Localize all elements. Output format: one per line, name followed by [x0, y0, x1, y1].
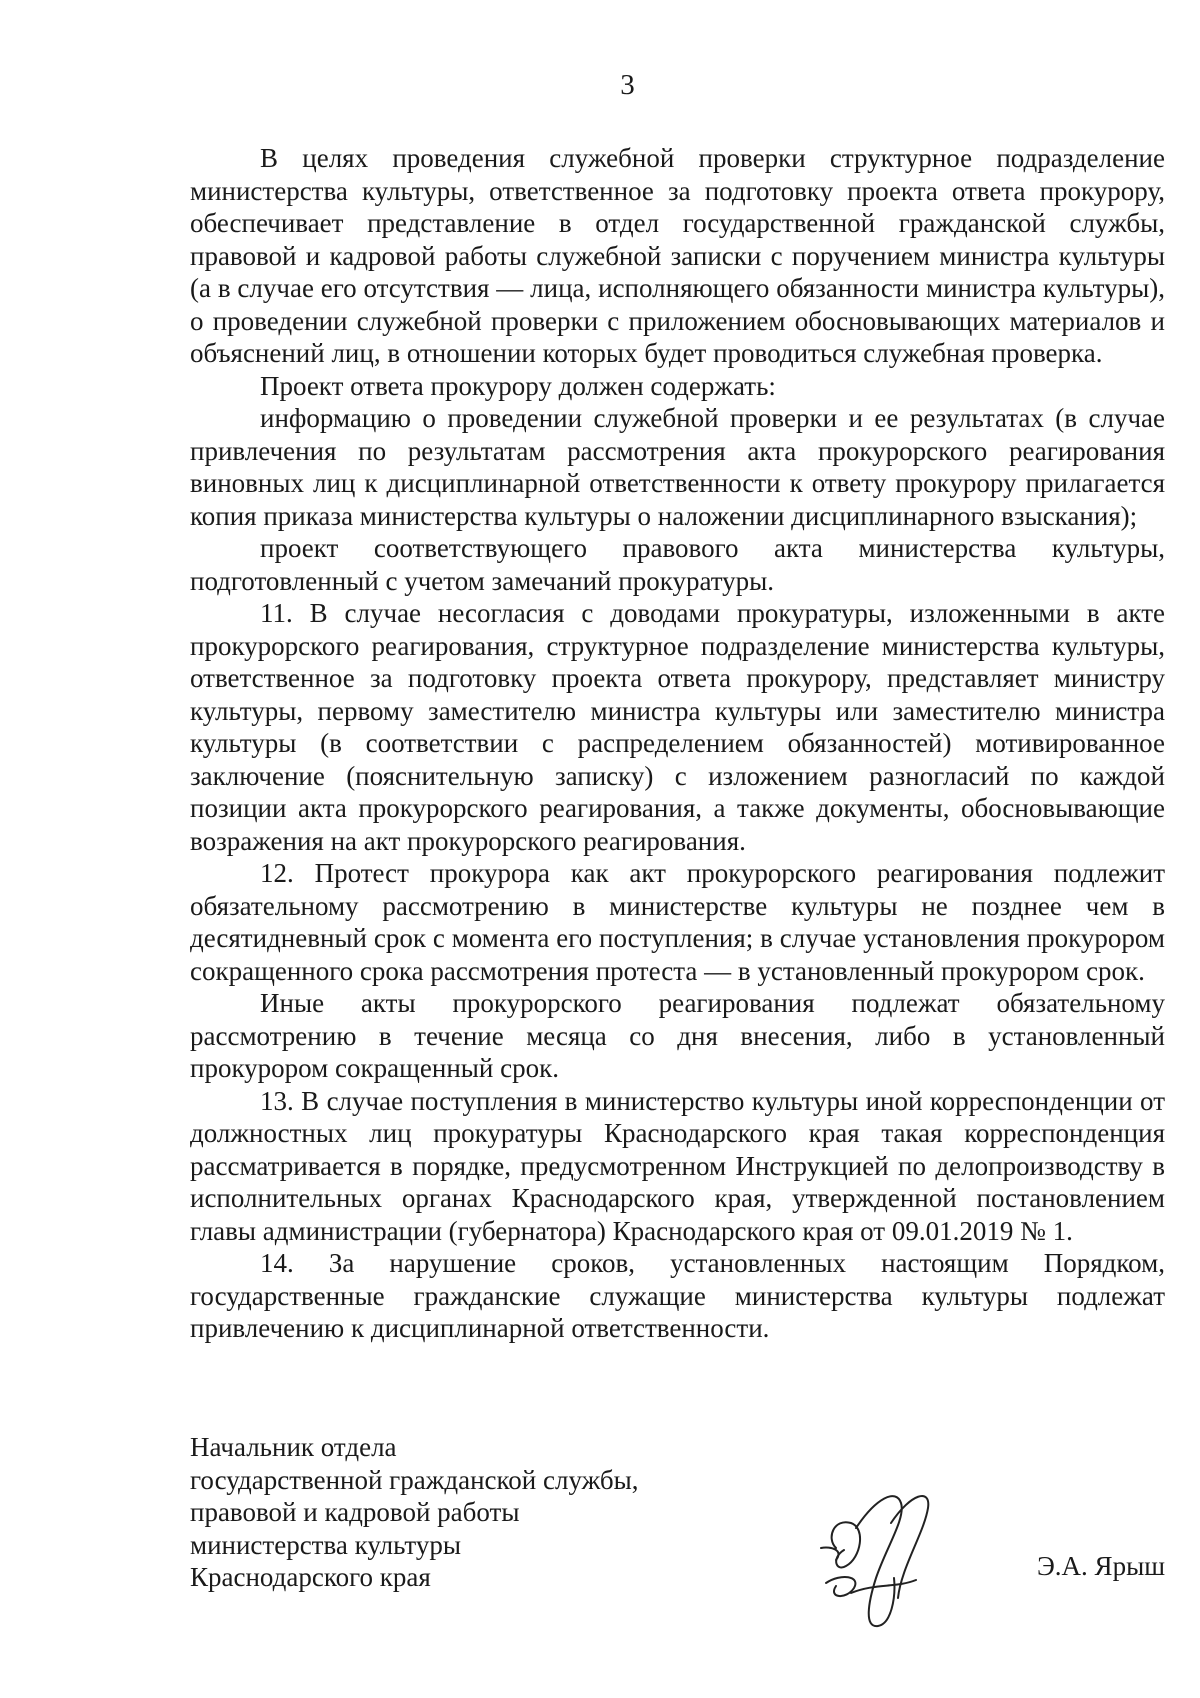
- paragraph: проект соответствующего правового акта министерства культуры, подготовленный с учетом замечаний прокуратуры.: [190, 533, 1165, 596]
- paragraph: Иные акты прокурорского реагирования подлежат обязательному рассмотрению в течение месяца со дня внесения, либо в установленный прокурором сокращенный срок.: [190, 988, 1165, 1083]
- paragraph-item-13: 13. В случае поступления в министерство культуры иной корреспонденции от должностных лиц прокуратуры Краснодарского края такая корреспонденция рассматривается в порядке, предусмотренном Инструкцией по делопроизводству в исполнительных органах Краснодарского края, утвержденной постановлением главы администрации (губернатора) Краснодарского края от 09.01.2019 № 1.: [190, 1085, 1165, 1246]
- paragraph: Проект ответа прокурору должен содержать:: [260, 370, 776, 401]
- paragraph-item-14: 14. За нарушение сроков, установленных настоящим Порядком, государственные гражданские служащие министерства культуры подлежат привлечению к дисциплинарной ответственности.: [190, 1248, 1165, 1343]
- paragraph-item-12: 12. Протест прокурора как акт прокурорского реагирования подлежит обязательному рассмотрению в министерстве культуры не позднее чем в десятидневный срок с момента его поступления; в случае установления прокурором сокращенного срока рассмотрения протеста — в установленный прокурором срок.: [190, 858, 1165, 986]
- position-line: государственной гражданской службы,: [190, 1464, 639, 1495]
- paragraph: информацию о проведении служебной проверки и ее результатах (в случае привлечения по результатам рассмотрения акта прокурорского реагирования виновных лиц к дисциплинарной ответственности к ответу прокурору прилагается копия приказа министерства культуры о наложении дисциплинарного взыскания);: [190, 403, 1165, 531]
- handwritten-signature: [806, 1488, 956, 1638]
- signatory-position: [190, 1431, 1165, 1594]
- position-line: Начальник отдела: [190, 1432, 397, 1462]
- signatory-name: Э.А. Ярыш: [1036, 1551, 1165, 1581]
- page-number: 3: [620, 69, 635, 101]
- position-line: министерства культуры: [190, 1529, 462, 1560]
- paragraph-item-11: 11. В случае несогласия с доводами прокуратуры, изложенными в акте прокурорского реагирования, структурное подразделение министерства культуры, ответственное за подготовку проекта ответа прокурору, представляет министру культуры, первому заместителю министра культуры или заместителю министра культуры (в соответствии с распределением обязанностей) мотивированное заключение (пояснительную записку) с изложением разногласий по каждой позиции акта прокурорского реагирования, а также документы, обосновывающие возражения на акт прокурорского реагирования.: [190, 598, 1165, 856]
- position-line: правовой и кадровой работы: [190, 1497, 520, 1527]
- document-body: [190, 142, 1165, 1345]
- paragraph: В целях проведения служебной проверки структурное подразделение министерства культуры, ответственное за подготовку проекта ответа прокурору, обеспечивает представление в отдел государственной гражданской службы, правовой и кадровой работы служебной записки с поручением министра культуры (а в случае его отсутствия — лица, исполняющего обязанности министра культуры), о проведении служебной проверки с приложением обосновывающих материалов и объяснений лиц, в отношении которых будет проводиться служебная проверка.: [190, 143, 1165, 368]
- position-line: Краснодарского края: [190, 1562, 431, 1592]
